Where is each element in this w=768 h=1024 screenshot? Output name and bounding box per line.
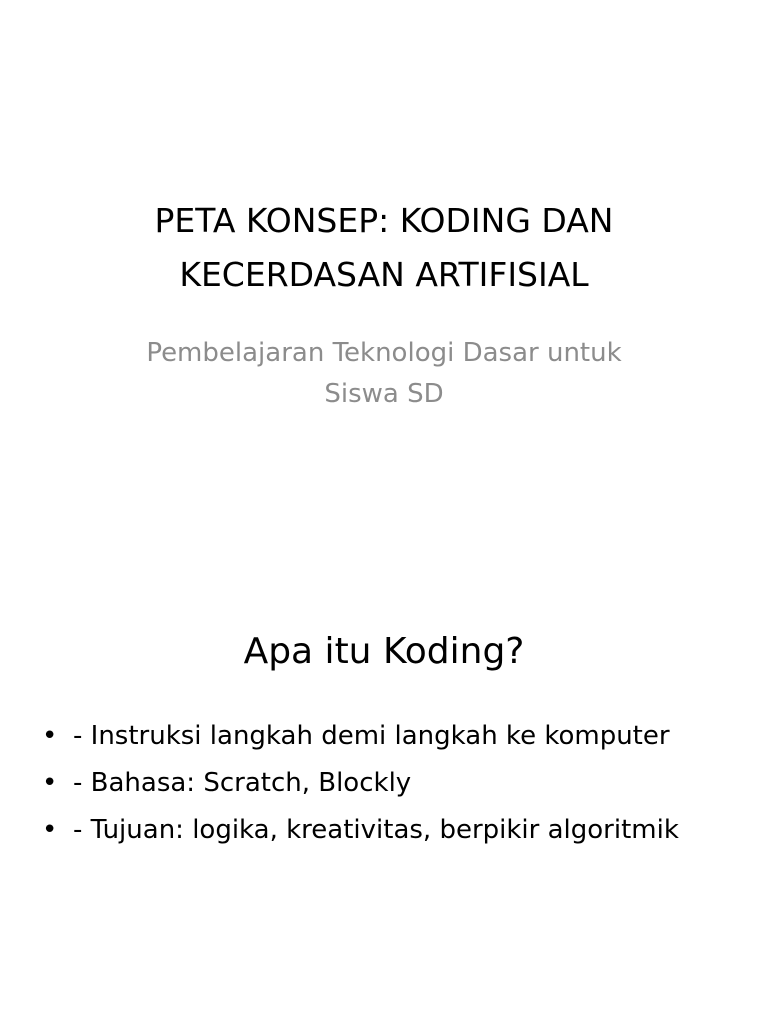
list-item bbox=[42, 760, 762, 807]
list-item bbox=[42, 713, 762, 760]
content-slide bbox=[0, 512, 768, 1024]
bullet-icon: • bbox=[42, 815, 58, 845]
bullet-icon: • bbox=[42, 721, 58, 751]
slide-subtitle-line-1: Pembelajaran Teknologi Dasar untuk bbox=[146, 338, 622, 368]
bullet-text: - Tujuan: logika, kreativitas, berpikir algoritmik bbox=[73, 815, 679, 845]
bullet-list bbox=[42, 713, 762, 854]
slide-title-line-2: KECERDASAN ARTIFISIAL bbox=[179, 255, 589, 294]
slide-title bbox=[0, 194, 768, 302]
slide-subtitle-line-2: Siswa SD bbox=[324, 379, 444, 409]
list-item bbox=[42, 807, 762, 854]
bullet-icon: • bbox=[42, 768, 58, 798]
slide-title-line-1: PETA KONSEP: KODING DAN bbox=[154, 201, 614, 240]
bullet-text: - Instruksi langkah demi langkah ke komputer bbox=[73, 721, 670, 751]
slide-subtitle bbox=[84, 333, 684, 415]
content-slide-title: Apa itu Koding? bbox=[243, 631, 525, 672]
bullet-text: - Bahasa: Scratch, Blockly bbox=[73, 768, 412, 798]
